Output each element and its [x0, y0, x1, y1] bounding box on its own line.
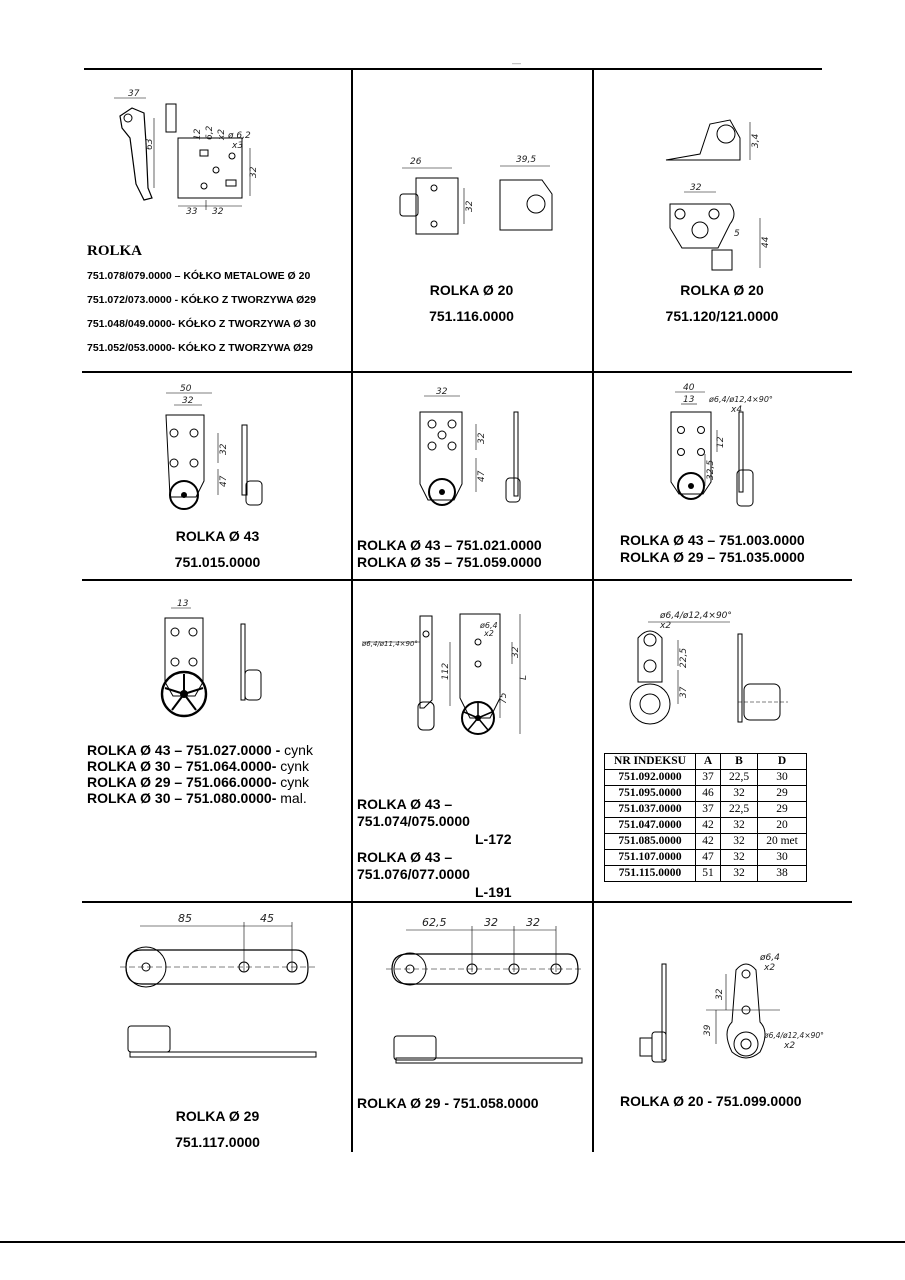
dim-c8-g: 75 [499, 692, 509, 704]
dim-c1-e: x2 [217, 128, 227, 140]
drawing-roller-2 [392, 150, 562, 245]
c4-code: 751.015.0000 [174, 554, 261, 570]
c8-line-3: L-172 [475, 831, 512, 847]
c1-line-1: 751.078/079.0000 – KÓŁKO METALOWE Ø 20 [87, 270, 311, 282]
dim-c1-b: 63 [145, 138, 155, 150]
dim-c1-i: 33 [186, 207, 198, 217]
cell-b: 22,5 [721, 802, 758, 818]
cell-nr: 751.037.0000 [605, 802, 696, 818]
cell-a: 46 [696, 786, 721, 802]
dim-c3-d: 44 [761, 236, 771, 248]
bottom-rule [0, 1241, 905, 1243]
dim-c6-c: ø6,4/ø12,4×90° [709, 395, 773, 404]
dim-c1-c: 12 [193, 128, 203, 140]
c4-title: ROLKA Ø 43 [175, 528, 260, 544]
c3-title: ROLKA Ø 20 [680, 282, 764, 298]
dim-c5-b: 32 [477, 432, 487, 444]
dim-c2-a: 26 [410, 157, 422, 167]
c12-title: ROLKA Ø 20 - 751.099.0000 [620, 1093, 802, 1109]
dim-c8-f: L [519, 674, 529, 680]
top-rule [84, 68, 822, 70]
cell-nr: 751.095.0000 [605, 786, 696, 802]
c1-title: ROLKA [87, 243, 143, 259]
drawing-bracket-1 [100, 88, 260, 228]
cell-nr: 751.085.0000 [605, 834, 696, 850]
cell-b: 32 [721, 818, 758, 834]
c1-line-3: 751.048/049.0000- KÓŁKO Z TWORZYWA Ø 30 [87, 318, 316, 330]
dim-c12-a: ø6,4 [760, 953, 780, 963]
dim-c6-d: x4 [731, 405, 743, 415]
cell-nr: 751.047.0000 [605, 818, 696, 834]
table-row [605, 786, 807, 802]
cell-a: 37 [696, 802, 721, 818]
table-row [605, 818, 807, 834]
c8-line-6: L-191 [475, 884, 512, 900]
c7-line-2: ROLKA Ø 30 – 751.064.0000- cynk [87, 758, 310, 774]
dim-c3-a: 3,4 [751, 133, 761, 148]
drawing-roller-7 [155, 596, 275, 726]
c6-line-2: ROLKA Ø 29 – 751.035.0000 [620, 549, 805, 565]
table-row [605, 866, 807, 882]
dim-c8-d: 32 [511, 646, 521, 658]
cell-d: 30 [758, 770, 807, 786]
cell-b: 22,5 [721, 770, 758, 786]
row-divider-2 [82, 579, 852, 581]
c6-line-1: ROLKA Ø 43 – 751.003.0000 [620, 532, 805, 548]
c8-line-4: ROLKA Ø 43 – [357, 849, 453, 865]
drawing-roller-9 [620, 604, 800, 739]
c1-line-4: 751.052/053.0000- KÓŁKO Z TWORZYWA Ø29 [87, 342, 314, 354]
dim-c1-a: 37 [128, 89, 140, 99]
dim-c4-b: 32 [182, 396, 194, 406]
cell-a: 42 [696, 818, 721, 834]
c5-line-1: ROLKA Ø 43 – 751.021.0000 [357, 537, 542, 553]
c8-line-5: 751.076/077.0000 [357, 866, 470, 882]
c8-line-2: 751.074/075.0000 [357, 813, 470, 829]
c2-title: ROLKA Ø 20 [429, 282, 514, 298]
row-divider-3 [82, 901, 852, 903]
table-row [605, 770, 807, 786]
table-row [605, 850, 807, 866]
cell-d: 38 [758, 866, 807, 882]
c8-line-1: ROLKA Ø 43 – [357, 796, 453, 812]
col-d: D [758, 754, 807, 770]
dim-c7-a: 13 [177, 599, 189, 609]
dim-c10-a: 85 [178, 912, 192, 925]
cell-a: 37 [696, 770, 721, 786]
dim-c3-c: 5 [734, 229, 740, 239]
cell-d: 29 [758, 786, 807, 802]
c7-line-3: ROLKA Ø 29 – 751.066.0000- cynk [87, 774, 310, 790]
dim-c8-b: ø6,4 [480, 621, 498, 630]
cell-d: 29 [758, 802, 807, 818]
dim-c11-b: 32 [484, 916, 498, 929]
dim-c6-f: 32,5 [706, 459, 716, 480]
c1-line-2: 751.072/073.0000 - KÓŁKO Z TWORZYWA Ø29 [87, 294, 316, 306]
dim-c1-h: 32 [249, 166, 259, 178]
c11-title: ROLKA Ø 29 - 751.058.0000 [357, 1095, 539, 1111]
dim-c4-d: 47 [219, 475, 229, 487]
c3-code: 751.120/121.0000 [665, 308, 779, 324]
dim-c10-b: 45 [260, 912, 274, 925]
dim-c11-a: 62,5 [422, 916, 447, 929]
col-a: A [696, 754, 721, 770]
column-divider-1 [351, 69, 353, 1152]
cell-b: 32 [721, 834, 758, 850]
dim-c5-c: 47 [477, 470, 487, 482]
c5-line-2: ROLKA Ø 35 – 751.059.0000 [357, 554, 542, 570]
row-divider-1 [82, 371, 852, 373]
drawing-roller-10 [120, 912, 320, 1067]
dim-c12-e: ø6,4/ø12,4×90° [764, 1031, 824, 1040]
index-table-header [605, 754, 807, 770]
dim-c1-d: 6,2 [205, 125, 215, 140]
dim-c12-f: x2 [784, 1041, 796, 1051]
col-nr-indeksu: NR INDEKSU [605, 754, 696, 770]
header-dash: — [512, 58, 521, 68]
cell-d: 20 [758, 818, 807, 834]
c7-line-4: ROLKA Ø 30 – 751.080.0000- mal. [87, 790, 307, 806]
table-row [605, 834, 807, 850]
dim-c8-a: ø6,4/ø11,4×90° [362, 640, 418, 648]
dim-c11-c: 32 [526, 916, 540, 929]
dim-c2-c: 32 [465, 200, 475, 212]
cell-b: 32 [721, 866, 758, 882]
dim-c8-c: x2 [484, 629, 494, 638]
dim-c2-b: 39,5 [516, 155, 537, 165]
dim-c9-c: 22,5 [679, 647, 689, 668]
drawing-roller-11 [386, 912, 586, 1077]
dim-c1-j: 32 [212, 207, 224, 217]
cell-a: 42 [696, 834, 721, 850]
dim-c6-b: 13 [683, 395, 695, 405]
table-row [605, 802, 807, 818]
column-divider-2 [592, 69, 594, 1152]
c10-code: 751.117.0000 [175, 1134, 260, 1150]
dim-c4-c: 32 [219, 443, 229, 455]
cell-nr: 751.115.0000 [605, 866, 696, 882]
dim-c3-b: 32 [690, 183, 702, 193]
dim-c9-d: 37 [679, 686, 689, 698]
col-b: B [721, 754, 758, 770]
dim-c9-b: x2 [660, 621, 672, 631]
dim-c1-f: ø 6,2 [228, 131, 251, 141]
cell-a: 51 [696, 866, 721, 882]
cell-b: 32 [721, 850, 758, 866]
dim-c8-e: 112 [441, 662, 451, 680]
cell-nr: 751.092.0000 [605, 770, 696, 786]
dim-c1-g: x3 [232, 141, 244, 151]
dim-c12-d: 39 [703, 1024, 713, 1036]
c2-code: 751.116.0000 [429, 308, 514, 324]
cell-b: 32 [721, 786, 758, 802]
cell-a: 47 [696, 850, 721, 866]
c10-title: ROLKA Ø 29 [175, 1108, 260, 1124]
index-table [604, 753, 807, 882]
drawing-roller-4 [160, 385, 280, 520]
cell-d: 20 met [758, 834, 807, 850]
drawing-roller-12 [630, 948, 830, 1083]
drawing-roller-3 [660, 108, 780, 283]
drawing-roller-6 [665, 382, 795, 522]
drawing-roller-8 [360, 606, 540, 751]
dim-c4-a: 50 [180, 384, 192, 394]
cell-d: 30 [758, 850, 807, 866]
cell-nr: 751.107.0000 [605, 850, 696, 866]
dim-c12-c: 32 [715, 988, 725, 1000]
dim-c5-a: 32 [436, 387, 448, 397]
drawing-roller-5 [410, 388, 530, 528]
dim-c12-b: x2 [764, 963, 776, 973]
dim-c6-e: 12 [716, 436, 726, 448]
dim-c9-a: ø6,4/ø12,4×90° [660, 611, 732, 621]
dim-c6-a: 40 [683, 383, 695, 393]
c7-line-1: ROLKA Ø 43 – 751.027.0000 - cynk [87, 742, 313, 758]
